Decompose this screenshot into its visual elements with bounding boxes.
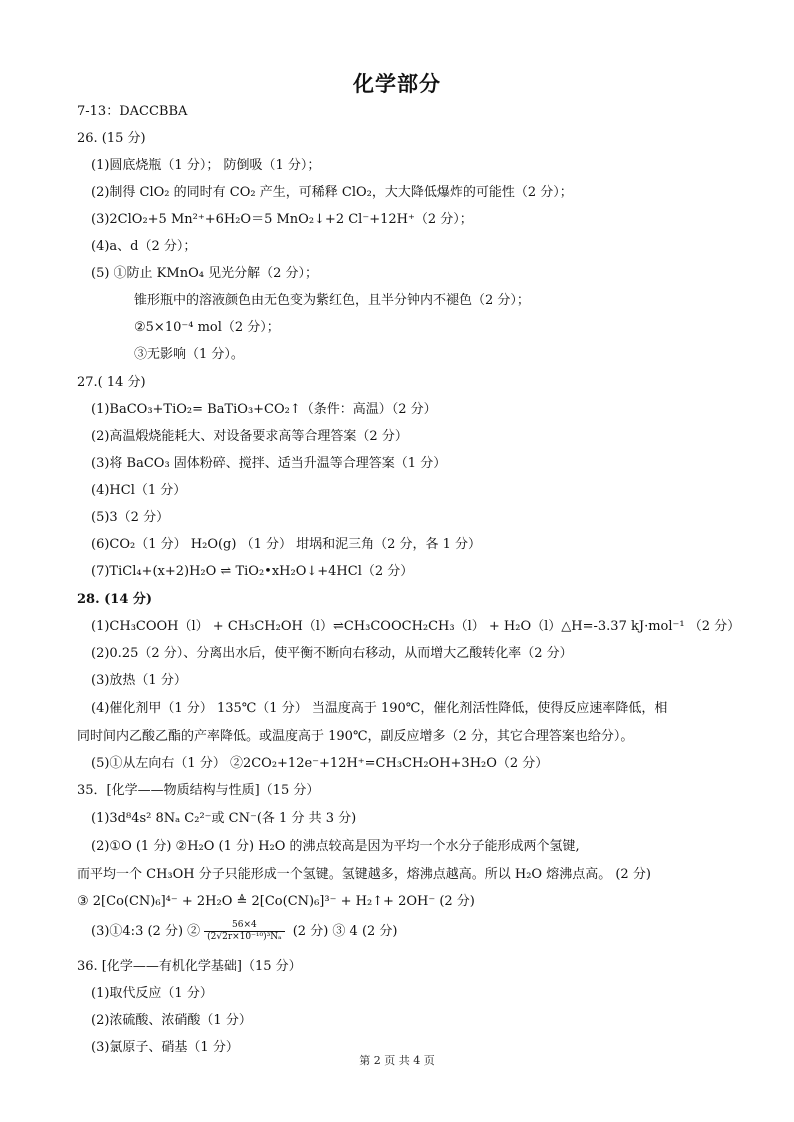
page-title: 化学部分 [353, 72, 441, 96]
q26-line-5: (5) ①防止 KMnO₄ 见光分解（2 分）； [91, 266, 318, 281]
q26-header: 26. (15 分) [77, 131, 146, 146]
q28-header: 28. (14 分) [77, 592, 153, 607]
q27-header: 27.( 14 分) [77, 375, 146, 390]
q27-line-1: (1)BaCO₃+TiO₂= BaTiO₃+CO₂↑（条件：高温）（2 分） [91, 402, 437, 417]
q35-line-5-part-b: (2 分) ③ 4 (2 分) [288, 924, 398, 939]
q26-line-8: ③无影响（1 分）。 [134, 347, 244, 362]
q35-line-4: ③ 2[Co(CN)₆]⁴⁻ + 2H₂O ≜ 2[Co(CN)₆]³⁻ + H₂↑+ 2OH⁻ (2 分) [77, 894, 475, 909]
q26-line-2: (2)制得 ClO₂ 的同时有 CO₂ 产生，可稀释 ClO₂，大大降低爆炸的可能性（2 分）； [91, 185, 573, 200]
q36-line-2: (2)浓硫酸、浓硝酸（1 分） [91, 1013, 252, 1028]
q26-line-7: ②5×10⁻⁴ mol（2 分）； [134, 320, 280, 335]
fraction-numerator: 56×4 [204, 920, 284, 932]
q28-line-6: (5)①从左向右（1 分） ②2CO₂+12e⁻+12H⁺=CH₃CH₂OH+3H₂O（2 分） [91, 756, 549, 771]
mc-answers: 7-13：DACCBBA [77, 104, 188, 119]
q35-line-3: 而平均一个 CH₃OH 分子只能形成一个氢键。氢键越多，熔沸点越高。所以 H₂O 熔沸点高。 (2 分) [77, 867, 651, 882]
fraction-denominator: (2√2r×10⁻¹⁰)³Nₐ [207, 932, 282, 942]
q35-line-1: (1)3d⁸4s² 8Nₐ C₂²⁻或 CN⁻(各 1 分 共 3 分) [91, 811, 357, 826]
q28-line-4: (4)催化剂甲（1 分） 135℃（1 分） 当温度高于 190℃，催化剂活性降低，使得反应速率降低，相 [91, 701, 668, 716]
q28-line-2: (2)0.25（2 分）、分离出水后，使平衡不断向右移动，从而增大乙酸转化率（2 分） [91, 646, 573, 661]
q35-line-2: (2)①O (1 分) ②H₂O (1 分) H₂O 的沸点较高是因为平均一个水分子能形成两个氢键, [91, 839, 580, 854]
q27-line-7: (7)TiCl₄+(x+2)H₂O ⇌ TiO₂•xH₂O↓+4HCl（2 分） [91, 564, 414, 579]
q28-line-3: (3)放热（1 分） [91, 673, 187, 688]
q36-line-3: (3)氯原子、硝基（1 分） [91, 1040, 239, 1055]
page-footer: 第 2 页 共 4 页 [359, 1054, 435, 1067]
q26-line-6: 锥形瓶中的溶液颜色由无色变为紫红色，且半分钟内不褪色（2 分）； [134, 293, 530, 308]
q27-line-5: (5)3（2 分） [91, 510, 170, 525]
q26-line-4: (4)a、d（2 分）； [91, 239, 197, 254]
q26-line-1: (1)圆底烧瓶（1 分）； 防倒吸（1 分）； [91, 158, 321, 173]
q36-line-1: (1)取代反应（1 分） [91, 986, 213, 1001]
q35-line-5 [91, 920, 398, 943]
q28-line-5: 同时间内乙酸乙酯的产率降低。或温度高于 190℃，副反应增多（2 分，其它合理答案也给分）。 [77, 729, 634, 744]
q35-line-5-part-a: (3)①4:3 (2 分) ② [91, 924, 201, 939]
q27-line-4: (4)HCl（1 分） [91, 483, 187, 498]
q26-line-3: (3)2ClO₂+5 Mn²⁺+6H₂O＝5 MnO₂↓+2 Cl⁻+12H⁺（2 分）； [91, 212, 473, 227]
q28-line-1: (1)CH₃COOH（l） + CH₃CH₂OH（l）⇌CH₃COOCH₂CH₃（l） + H₂O（l）△H=-3.37 kJ·mol⁻¹ （2 分） [91, 619, 741, 634]
density-fraction [204, 920, 284, 943]
q27-line-3: (3)将 BaCO₃ 固体粉碎、搅拌、适当升温等合理答案（1 分） [91, 456, 447, 471]
q27-line-2: (2)高温煅烧能耗大、对设备要求高等合理答案（2 分） [91, 429, 408, 444]
q35-header: 35．[化学——物质结构与性质]（15 分） [77, 783, 320, 798]
q36-header: 36. [化学——有机化学基础]（15 分） [77, 959, 302, 974]
q27-line-6: (6)CO₂（1 分） H₂O(g) （1 分） 坩埚和泥三角（2 分，各 1 分） [91, 537, 482, 552]
